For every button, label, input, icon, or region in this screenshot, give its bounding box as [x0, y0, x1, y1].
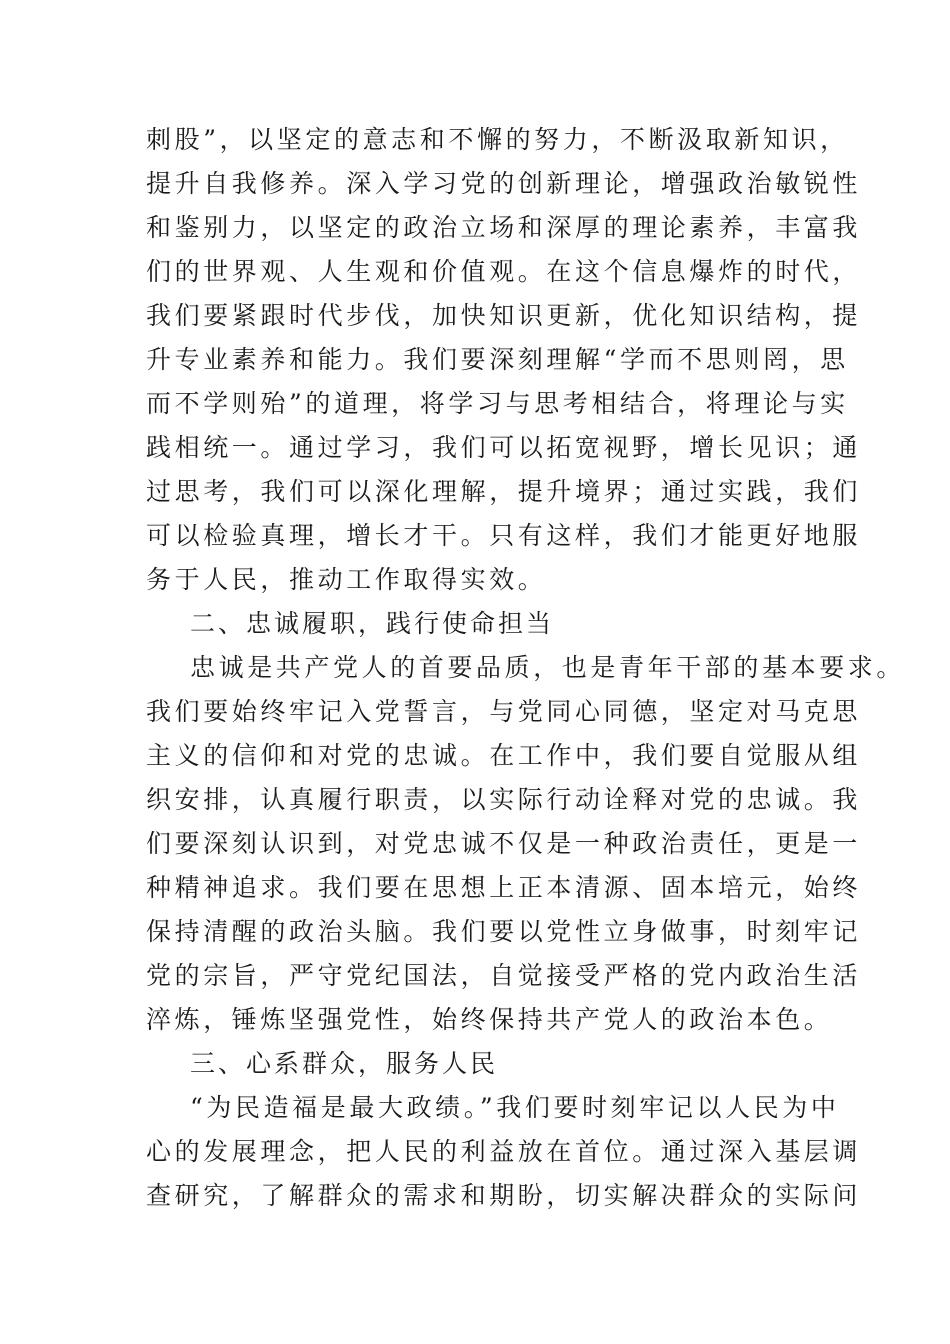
text-line: 和鉴别力，以坚定的政治立场和深厚的理论素养，丰富我	[146, 213, 862, 242]
text-line: “为民造福是最大政绩。”我们要时刻牢记以人民为中	[190, 1093, 840, 1122]
text-line: 心的发展理念，把人民的利益放在首位。通过深入基层调	[146, 1137, 862, 1166]
text-line: 可以检验真理，增长才干。只有这样，我们才能更好地服	[146, 521, 862, 550]
text-line: 忠诚是共产党人的首要品质，也是青年干部的基本要求。	[190, 653, 906, 682]
text-line: 淬炼，锤炼坚强党性，始终保持共产党人的政治本色。	[146, 1005, 833, 1034]
text-line: 升专业素养和能力。我们要深刻理解“学而不思则罔，思	[146, 345, 849, 374]
text-line: 保持清醒的政治头脑。我们要以党性立身做事，时刻牢记	[146, 917, 862, 946]
text-line: 刺股”，以坚定的意志和不懈的努力，不断汲取新知识，	[146, 125, 849, 154]
text-line: 践相统一。通过学习，我们可以拓宽视野，增长见识；通	[146, 433, 862, 462]
text-line: 务于人民，推动工作取得实效。	[146, 565, 547, 594]
text-line: 们的世界观、人生观和价值观。在这个信息爆炸的时代，	[146, 257, 862, 286]
section-heading: 三、心系群众，服务人民	[190, 1049, 499, 1078]
section-heading: 二、忠诚履职，践行使命担当	[190, 609, 555, 638]
text-line: 过思考，我们可以深化理解，提升境界；通过实践，我们	[146, 477, 862, 506]
text-line: 而不学则殆”的道理，将学习与思考相结合，将理论与实	[146, 389, 849, 418]
text-line: 党的宗旨，严守党纪国法，自觉接受严格的党内政治生活	[146, 961, 862, 990]
text-line: 织安排，认真履行职责，以实际行动诠释对党的忠诚。我	[146, 785, 862, 814]
text-line: 提升自我修养。深入学习党的创新理论，增强政治敏锐性	[146, 169, 862, 198]
text-line: 我们要紧跟时代步伐，加快知识更新，优化知识结构，提	[146, 301, 862, 330]
document-body	[146, 118, 906, 1218]
text-line: 主义的信仰和对党的忠诚。在工作中，我们要自觉服从组	[146, 741, 862, 770]
text-line: 查研究，了解群众的需求和期盼，切实解决群众的实际问	[146, 1181, 862, 1210]
text-line: 们要深刻认识到，对党忠诚不仅是一种政治责任，更是一	[146, 829, 862, 858]
text-line: 种精神追求。我们要在思想上正本清源、固本培元，始终	[146, 873, 862, 902]
text-line: 我们要始终牢记入党誓言，与党同心同德，坚定对马克思	[146, 697, 862, 726]
